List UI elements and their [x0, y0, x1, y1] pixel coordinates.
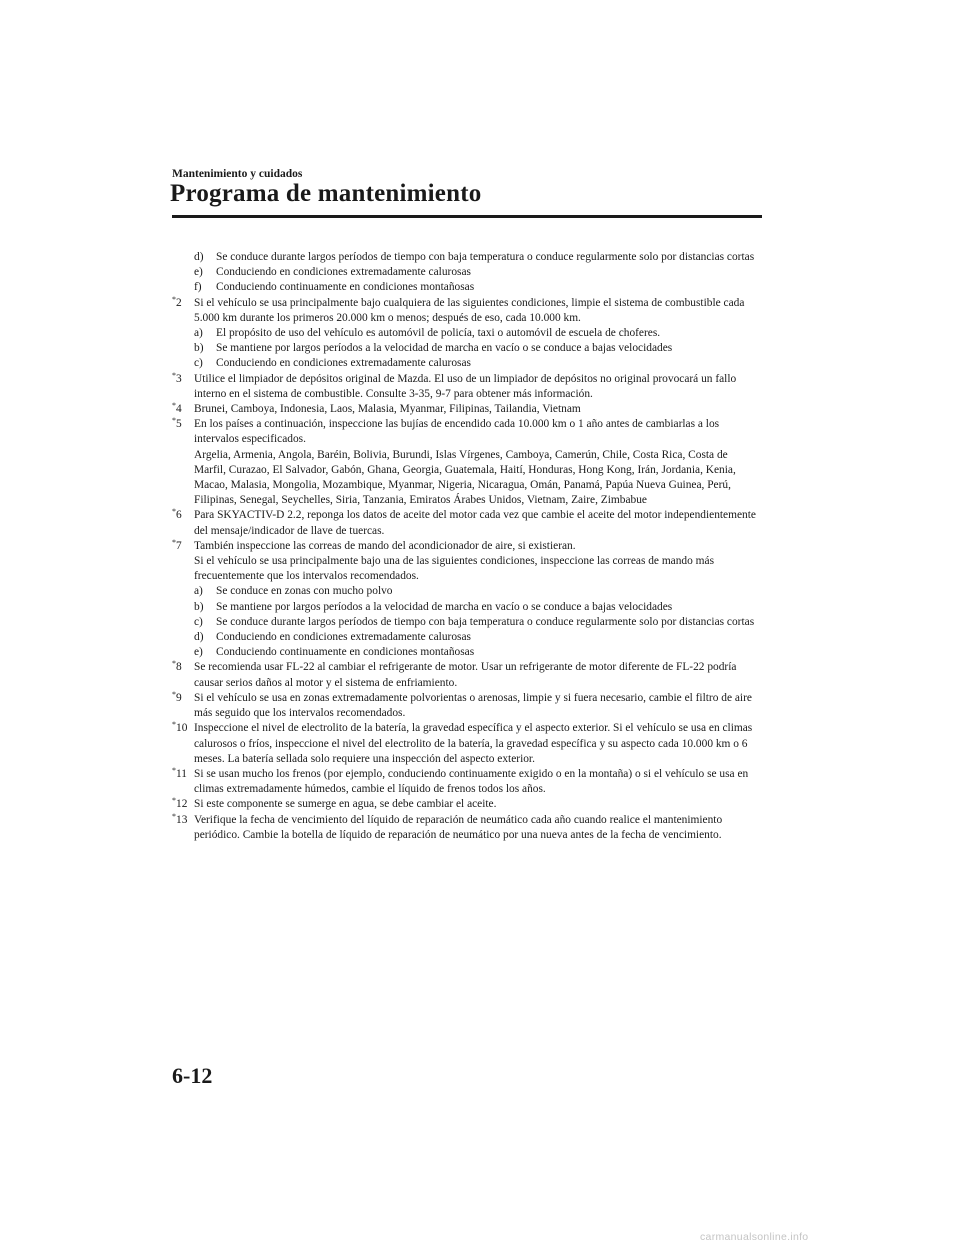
footnote-7: [172, 539, 762, 585]
footnote-number: 7: [176, 539, 182, 552]
item-letter: c): [194, 357, 203, 370]
list-item: [172, 630, 762, 645]
footnote-number: 10: [176, 722, 188, 735]
list-item: [172, 250, 762, 265]
page-number: 6-12: [172, 1063, 213, 1088]
footnote-text: Si este componente se sumerge en agua, se debe cambiar el aceite.: [194, 798, 497, 811]
footnote-star: *: [172, 796, 176, 806]
footnote-star: *: [172, 689, 176, 699]
list-item: [172, 326, 762, 341]
list-item: [172, 280, 762, 295]
item-letter: e): [194, 646, 203, 659]
item-letter: f): [194, 281, 202, 294]
footnote-number: 11: [176, 767, 187, 780]
footnote-text: Para SKYACTIV-D 2.2, reponga los datos de aceite del motor cada vez que cambie el aceite del motor independientemente del mensaje/indicador de llave de tuercas.: [194, 509, 756, 537]
footnote-2: [172, 296, 762, 326]
item-text: Se mantiene por largos períodos a la velocidad de marcha en vacío o se conduce a bajas velocidades: [216, 600, 673, 613]
footnote-marker: [172, 296, 182, 311]
item-text: Se conduce en zonas con mucho polvo: [216, 585, 393, 598]
list-item: [172, 265, 762, 280]
footnote-star: *: [172, 720, 176, 730]
item-letter: e): [194, 266, 203, 279]
item-text: Conduciendo en condiciones extremadamente calurosas: [216, 357, 471, 370]
footnote-marker: [172, 797, 187, 812]
footnote-star: *: [172, 416, 176, 426]
item-text: El propósito de uso del vehículo es automóvil de policía, taxi o automóvil de escuela de choferes.: [216, 327, 661, 340]
list-item: [172, 341, 762, 356]
item-letter: a): [194, 585, 203, 598]
title-rule: [172, 215, 762, 218]
footnote-number: 5: [176, 418, 182, 431]
footnote-star: *: [172, 537, 176, 547]
item-text: Conduciendo en condiciones extremadamente calurosas: [216, 266, 471, 279]
footnote-marker: [172, 721, 187, 736]
footnote-marker: [172, 402, 182, 417]
footnote-text: Inspeccione el nivel de electrolito de la batería, la gravedad específica y el aspecto exterior. Si el vehículo se usa en climas calurosos o fríos, inspeccione el nivel del electrolito de la batería, la gravedad específica y su aspecto cada 10.000 km o 6 meses. La batería sellada solo requiere una inspección del aspecto exterior.: [194, 722, 753, 765]
footnote-number: 8: [176, 661, 182, 674]
notes-content: [172, 250, 762, 843]
footnote-5: [172, 417, 762, 508]
footnote-number: 13: [176, 813, 188, 826]
footnote-text: Si se usan mucho los frenos (por ejemplo, conduciendo continuamente exigido o en la montaña) o si el vehículo se usa en climas extremadamente húmedos, cambie el líquido de frenos todos los años.: [194, 767, 749, 796]
footnote-4: [172, 402, 762, 417]
footnote-number: 3: [176, 372, 182, 385]
footnote-3: [172, 372, 762, 402]
item-text: Se mantiene por largos períodos a la velocidad de marcha en vacío o se conduce a bajas velocidades: [216, 342, 673, 355]
footnote-number: 12: [176, 798, 188, 811]
footnote-9: [172, 691, 762, 721]
footnote-text: Argelia, Armenia, Angola, Baréin, Bolivia, Burundi, Islas Vírgenes, Camboya, Camerún, Chile, Costa Rica, Costa de Marfil, Curazao, El Salvador, Gabón, Ghana, Georgia, Guatemala, Haití, Honduras, Hong Kong, Irán, Jordania, Kenia, Macao, Malasia, Mongolia, Mozambique, Myanmar, Nigeria, Nicaragua, Omán, Panamá, Papúa Nueva Guinea, Perú, Filipinas, Senegal, Seychelles, Siria, Tanzania, Emiratos Árabes Unidos, Vietnam, Zaire, Zimbabue: [194, 448, 736, 507]
item-letter: c): [194, 615, 203, 628]
footnote-text: Si el vehículo se usa en zonas extremadamente polvorientas o arenosas, limpie y si fuera necesario, cambie el filtro de aire más seguido que los intervalos recomendados.: [194, 691, 752, 720]
watermark: carmanualsonline.info: [700, 1231, 809, 1243]
footnote-star: *: [172, 765, 176, 775]
item-text: Conduciendo en condiciones extremadamente calurosas: [216, 631, 471, 644]
list-item: [172, 584, 762, 599]
item-text: Conduciendo continuamente en condiciones montañosas: [216, 281, 475, 294]
footnote-text: Si el vehículo se usa principalmente bajo cualquiera de las siguientes condiciones, limpie el sistema de combustible cada 5.000 km durante los primeros 20.000 km o menos; después de eso, cada 10.000 km.: [194, 296, 745, 324]
item-letter: b): [194, 342, 204, 355]
footnote-star: *: [172, 659, 176, 669]
item-text: Conduciendo continuamente en condiciones montañosas: [216, 646, 475, 659]
item-letter: d): [194, 631, 204, 644]
footnote-star: *: [172, 507, 176, 517]
footnote-text: Brunei, Camboya, Indonesia, Laos, Malasia, Myanmar, Filipinas, Tailandia, Vietnam: [194, 403, 581, 416]
page-title: Programa de mantenimiento: [170, 180, 482, 207]
footnote-star: *: [172, 370, 176, 380]
footnote-text: En los países a continuación, inspeccione las bujías de encendido cada 10.000 km o 1 año antes de cambiarlas a los intervalos especificados.: [194, 418, 720, 446]
footnote-text: Si el vehículo se usa principalmente bajo una de las siguientes condiciones, inspeccione las correas de mando más frecuentemente que los intervalos recomendados.: [194, 555, 715, 583]
footnote-number: 6: [176, 509, 182, 522]
footnote-6: [172, 508, 762, 538]
footnote-marker: [172, 539, 182, 554]
footnote-text: Utilice el limpiador de depósitos original de Mazda. El uso de un limpiador de depósitos no original provocará un fallo interno en el sistema de combustible. Consulte 3-35, 9-7 para obtener más información.: [194, 372, 737, 400]
list-item: [172, 645, 762, 660]
footnote-star: *: [172, 401, 176, 411]
item-letter: a): [194, 327, 203, 340]
footnote-11: [172, 767, 762, 797]
footnote-marker: [172, 372, 182, 387]
footnote-marker: [172, 417, 182, 432]
footnote-number: 4: [176, 403, 182, 416]
list-item: [172, 615, 762, 630]
footnote-star: *: [172, 294, 176, 304]
footnote-number: 2: [176, 296, 182, 309]
footnote-13: [172, 813, 762, 843]
footnote-marker: [172, 691, 182, 706]
list-item: [172, 356, 762, 371]
footnote-marker: [172, 813, 187, 828]
item-text: Se conduce durante largos períodos de tiempo con baja temperatura o conduce regularmente solo por distancias cortas: [216, 251, 755, 263]
item-text: Se conduce durante largos períodos de tiempo con baja temperatura o conduce regularmente solo por distancias cortas: [216, 615, 755, 628]
footnote-text: Verifique la fecha de vencimiento del líquido de reparación de neumático cada año cuando realice el mantenimiento periódico. Cambie la botella de líquido de reparación de neumático por una nueva antes de la fecha de vencimiento.: [194, 813, 723, 841]
footnote-marker: [172, 767, 187, 782]
footnote-star: *: [172, 811, 176, 821]
footnote-marker: [172, 508, 182, 523]
footnote-marker: [172, 660, 182, 675]
footnote-number: 9: [176, 691, 182, 704]
section-label: Mantenimiento y cuidados: [172, 168, 303, 180]
footnote-text: También inspeccione las correas de mando del acondicionador de aire, si existieran.: [194, 539, 576, 552]
footnote-10: [172, 721, 762, 767]
item-letter: d): [194, 251, 204, 263]
item-letter: b): [194, 600, 204, 613]
footnote-8: [172, 660, 762, 690]
footnote-text: Se recomienda usar FL-22 al cambiar el refrigerante de motor. Usar un refrigerante de motor diferente de FL-22 podría causar serios daños al motor y el sistema de enfriamiento.: [194, 661, 737, 689]
list-item: [172, 600, 762, 615]
footnote-12: [172, 797, 762, 812]
